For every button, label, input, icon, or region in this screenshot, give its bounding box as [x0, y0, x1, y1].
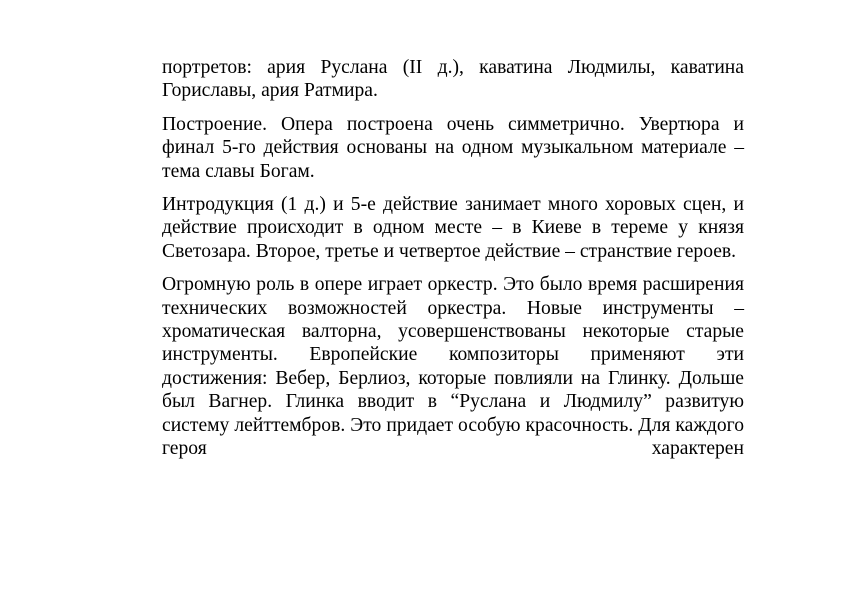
paragraph-structure: Построение. Опера построена очень симметрично. Увертюра и финал 5-го действия основаны на одном музыкальном материале – тема славы Богам.: [162, 113, 744, 182]
text-body: [162, 56, 744, 471]
paragraph-orchestra: Огромную роль в опере играет оркестр. Это было время расширения технических возможностей оркестра. Новые инструменты – хроматическая валторна, усовершенствованы некоторые старые инструменты. Европейские композиторы применяют эти достижения: Вебер, Берлиоз, которые повлияли на Глинку. Дольше был Вагнер. Глинка вводит в “Руслана и Людмилу” развитую систему лейттембров. Это придает особую красочность. Для каждого героя характерен: [162, 274, 744, 460]
paragraph-portraits: портретов: ария Руслана (II д.), каватина Людмилы, каватина Гориславы, ария Ратмира.: [162, 57, 744, 102]
paragraph-introduction: Интродукция (1 д.) и 5-е действие занимает много хоровых сцен, и действие происходит в одном месте – в Киеве в тереме у князя Светозара. Второе, третье и четвертое действие – странствие героев.: [162, 194, 744, 262]
